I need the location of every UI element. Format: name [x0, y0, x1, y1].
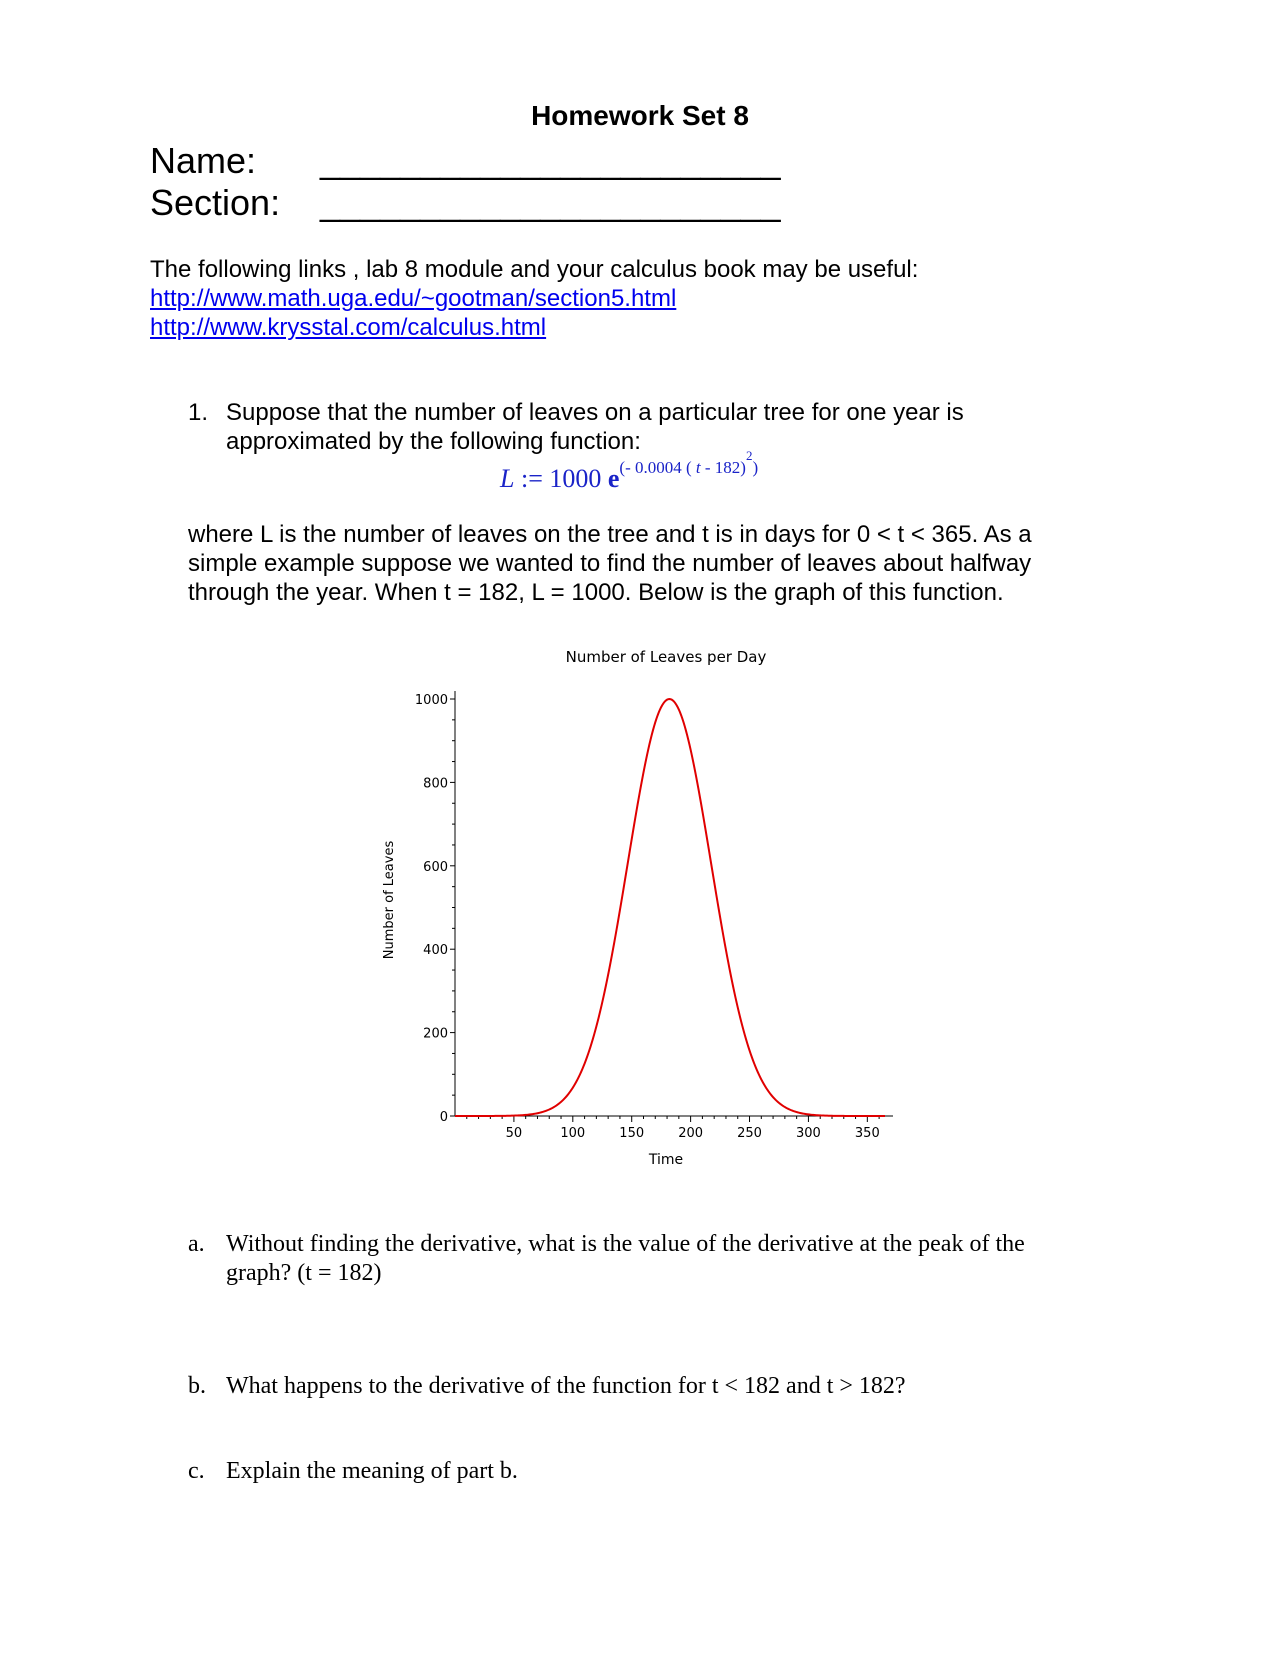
question-1 [188, 398, 1088, 456]
section-label: Section: [150, 182, 281, 223]
x-tick-label: 50 [505, 1126, 523, 1141]
y-tick-label: 200 [423, 1026, 448, 1042]
x-tick-label: 350 [854, 1126, 880, 1141]
x-tick-label: 300 [796, 1126, 821, 1141]
name-label: Name: [150, 140, 257, 181]
subquestion-c: c. Explain the meaning of part b. [188, 1457, 1088, 1486]
chart-title: Number of Leaves per Day [565, 648, 767, 666]
subquestion-b-text: What happens to the derivative of the function for t < 182 and t > 182? [226, 1373, 906, 1399]
x-tick-label: 150 [619, 1126, 645, 1141]
subquestion-b: b. What happens to the derivative of the function for t < 182 and t > 182? [188, 1372, 1088, 1401]
chart-xlabel: Time [648, 1152, 684, 1168]
chart-curve-line [455, 699, 885, 1116]
subquestion-a: a. Without finding the derivative, what is the value of the derivative at the peak of the graph? (t = 182) [188, 1230, 1088, 1288]
question-text: Suppose that the number of leaves on a particular tree for one year is approximated by the following function: [226, 399, 964, 455]
link-krysstal[interactable]: http://www.krysstal.com/calculus.html [150, 314, 547, 341]
chart-ticks [415, 693, 880, 1141]
explanation-text: where L is the number of leaves on the tree and t is in days for 0 < t < 365. As a simple example suppose we wanted to find the number of leaves about halfway through the year. When t = 182, L = 1000. Below is the graph of this function. [188, 521, 1032, 606]
section-field [150, 182, 781, 224]
subquestion-c-text: Explain the meaning of part b. [226, 1458, 518, 1484]
leaves-chart [360, 640, 900, 1180]
formula-lhs: L [500, 463, 515, 493]
subquestion-a-text: Without finding the derivative, what is the value of the derivative at the peak of the graph? (t = 182) [226, 1231, 1025, 1286]
y-tick-label: 400 [423, 943, 448, 959]
formula [500, 448, 759, 494]
page-title: Homework Set 8 [531, 100, 749, 131]
x-tick-label: 250 [737, 1126, 762, 1141]
x-tick-label: 100 [560, 1126, 586, 1141]
question-number: 1. [188, 399, 209, 426]
formula-assign: := 1000 [514, 463, 608, 493]
intro-block [150, 255, 918, 342]
section-blank[interactable]: _______________________ [320, 182, 781, 223]
formula-base: e [607, 463, 620, 493]
chart-axes [455, 691, 893, 1116]
y-tick-label: 800 [423, 776, 448, 792]
formula-exponent: (- 0.0004 ( t - 182)2) [619, 448, 759, 477]
y-tick-label: 0 [439, 1110, 448, 1125]
intro-text: The following links , lab 8 module and your calculus book may be useful: [150, 256, 919, 283]
link-gootman[interactable]: http://www.math.uga.edu/~gootman/section5.html [150, 285, 677, 312]
name-blank[interactable]: _______________________ [320, 140, 781, 181]
name-field [150, 140, 781, 182]
x-tick-label: 200 [678, 1126, 704, 1141]
chart-ylabel: Number of Leaves [382, 840, 397, 960]
y-tick-label: 600 [423, 859, 448, 875]
y-tick-label: 1000 [414, 693, 448, 708]
